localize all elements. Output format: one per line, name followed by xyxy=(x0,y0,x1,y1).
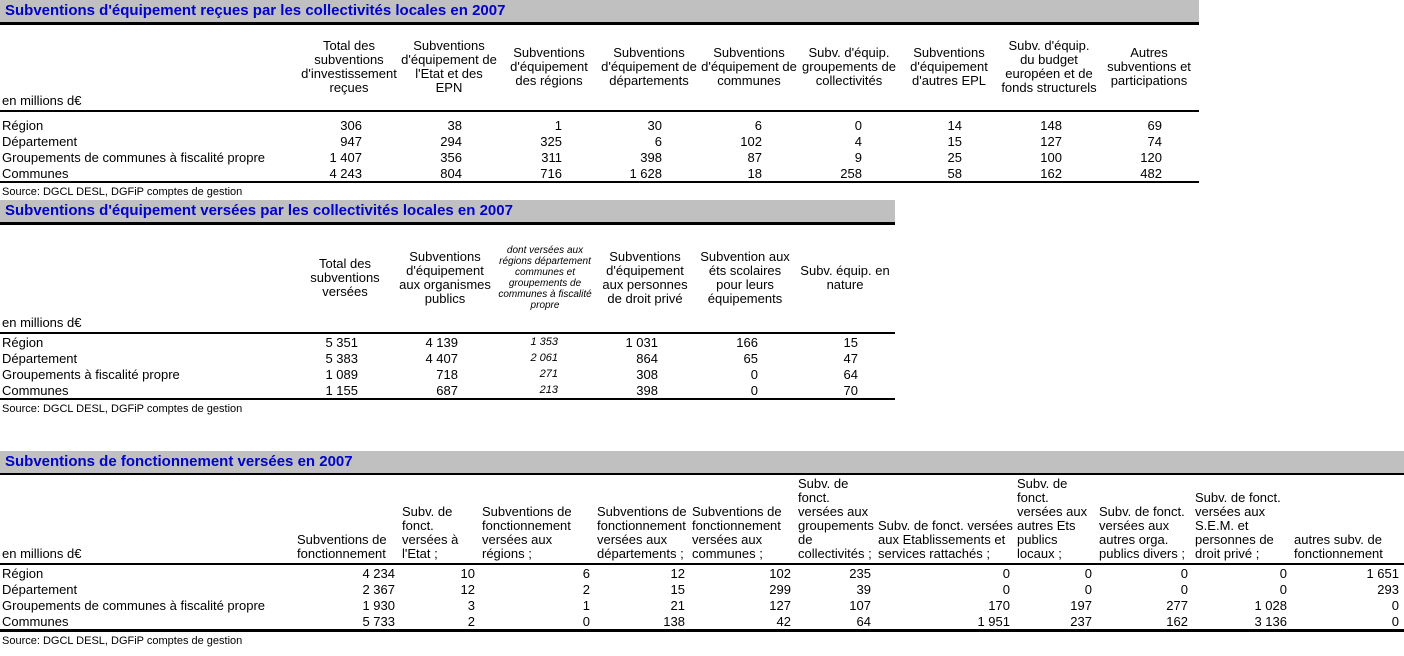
data-cell: 18 xyxy=(747,165,762,181)
data-cell: 5 733 xyxy=(362,613,395,629)
operating-subsidies-paid-section xyxy=(0,451,1404,649)
table-row xyxy=(0,597,1404,613)
column-header: Subv. d'équip. du budget européen et de fonds structurels xyxy=(1001,38,1097,95)
data-cell: 277 xyxy=(1166,597,1188,613)
row-label: Communes xyxy=(2,613,69,629)
data-cell: 21 xyxy=(670,597,685,613)
table-row xyxy=(0,613,1404,631)
column-header: Subv. de fonct. versées à l'Etat ; xyxy=(402,504,459,561)
data-cell: 1 xyxy=(582,597,590,613)
data-cell: 0 xyxy=(750,382,758,398)
table-row xyxy=(0,111,1199,133)
data-cell: 1 353 xyxy=(530,336,558,348)
unit-label: en millions d€ xyxy=(2,315,82,330)
data-cell: 271 xyxy=(539,368,558,380)
data-cell: 1 028 xyxy=(1254,597,1287,613)
data-cell: 1 xyxy=(554,117,562,133)
column-header: Autres subventions et participations xyxy=(1107,45,1191,88)
data-cell: 47 xyxy=(843,350,858,366)
data-cell: 127 xyxy=(1040,133,1062,149)
data-cell: 0 xyxy=(1279,565,1287,581)
data-cell: 1 031 xyxy=(625,334,658,350)
column-header: Total des subventions d'investissement reçues xyxy=(301,38,397,95)
row-label: Région xyxy=(2,565,44,581)
data-cell: 65 xyxy=(743,350,758,366)
data-cell: 5 351 xyxy=(325,334,358,350)
data-cell: 1 930 xyxy=(362,597,395,613)
data-cell: 311 xyxy=(541,149,562,165)
data-cell: 4 243 xyxy=(329,165,362,181)
data-cell: 30 xyxy=(647,117,662,133)
column-header: Subventions d'équipement des régions xyxy=(510,45,588,88)
data-cell: 127 xyxy=(769,597,791,613)
column-header: Subventions d'équipement aux organismes publics xyxy=(399,249,491,306)
data-cell: 213 xyxy=(539,384,558,396)
source-note-operating: Source: DGCL DESL, DGFiP comptes de gestion xyxy=(2,635,243,647)
column-header: Subv. de fonct. versées aux autres orga. publics divers ; xyxy=(1099,504,1185,561)
table-operating xyxy=(0,475,1404,632)
column-header: Subventions d'équipement de l'Etat et des EPN xyxy=(401,38,497,95)
data-cell: 1 089 xyxy=(325,366,358,382)
data-cell: 299 xyxy=(769,581,791,597)
data-cell: 5 383 xyxy=(325,350,358,366)
row-label: Groupements à fiscalité propre xyxy=(2,366,180,382)
data-cell: 0 xyxy=(1084,565,1092,581)
data-cell: 102 xyxy=(740,133,762,149)
data-cell: 293 xyxy=(1377,581,1399,597)
data-cell: 0 xyxy=(582,613,590,629)
row-label: Groupements de communes à fiscalité propre xyxy=(2,597,266,613)
data-cell: 12 xyxy=(460,581,475,597)
table-title-operating: Subventions de fonctionnement versées en 2007 xyxy=(0,451,1404,475)
data-cell: 864 xyxy=(636,350,658,366)
table-row xyxy=(0,564,1404,581)
data-cell: 197 xyxy=(1070,597,1092,613)
data-cell: 687 xyxy=(436,382,458,398)
table-row xyxy=(0,165,1199,182)
data-cell: 306 xyxy=(340,117,362,133)
data-cell: 2 367 xyxy=(362,581,395,597)
table-paid xyxy=(0,225,895,400)
data-cell: 0 xyxy=(1084,581,1092,597)
column-header: autres subv. de fonctionnement xyxy=(1294,532,1383,561)
data-cell: 6 xyxy=(754,117,762,133)
column-header: Subv. de fonct. versées aux S.E.M. et personnes de droit privé ; xyxy=(1195,490,1281,561)
data-cell: 1 407 xyxy=(329,149,362,165)
column-header: Subv. équip. en nature xyxy=(800,263,890,292)
data-cell: 15 xyxy=(947,133,962,149)
column-header: Subventions d'équipement d'autres EPL xyxy=(910,45,988,88)
column-header: Subventions de fonctionnement versées aux régions ; xyxy=(482,504,572,561)
data-table xyxy=(0,475,1404,632)
data-cell: 0 xyxy=(1391,597,1399,613)
data-cell: 237 xyxy=(1070,613,1092,629)
data-cell: 64 xyxy=(843,366,858,382)
data-cell: 6 xyxy=(654,133,662,149)
column-header: Subventions de fonctionnement versées aux communes ; xyxy=(692,504,782,561)
data-cell: 947 xyxy=(340,133,362,149)
unit-label: en millions d€ xyxy=(2,93,82,108)
table-title-paid: Subventions d'équipement versées par les collectivités locales en 2007 xyxy=(0,200,895,225)
column-header: Subventions d'équipement aux personnes de droit privé xyxy=(602,249,688,306)
column-header: Total des subventions versées xyxy=(310,256,380,299)
column-header: Subv. de fonct. versées aux Etablissements et services rattachés ; xyxy=(878,518,1013,561)
data-cell: 1 951 xyxy=(977,613,1010,629)
row-label: Département xyxy=(2,350,78,366)
data-cell: 235 xyxy=(849,565,871,581)
data-cell: 69 xyxy=(1147,117,1162,133)
data-cell: 2 xyxy=(467,613,475,629)
data-cell: 12 xyxy=(670,565,685,581)
data-cell: 1 155 xyxy=(325,382,358,398)
data-cell: 3 xyxy=(467,597,475,613)
data-cell: 2 xyxy=(582,581,590,597)
data-cell: 4 407 xyxy=(425,350,458,366)
data-cell: 162 xyxy=(1166,613,1188,629)
row-label: Communes xyxy=(2,165,69,181)
data-table xyxy=(0,225,895,400)
data-cell: 0 xyxy=(1391,613,1399,629)
data-cell: 38 xyxy=(447,117,462,133)
column-header: Subventions d'équipement de communes xyxy=(701,45,797,88)
table-row xyxy=(0,581,1404,597)
data-cell: 87 xyxy=(747,149,762,165)
column-header: Subventions de fonctionnement xyxy=(297,532,387,561)
data-table xyxy=(0,25,1199,183)
data-cell: 162 xyxy=(1040,165,1062,181)
data-cell: 325 xyxy=(540,133,562,149)
data-cell: 64 xyxy=(856,613,871,629)
source-note-paid: Source: DGCL DESL, DGFiP comptes de gestion xyxy=(2,403,243,415)
column-header: Subventions d'équipement de départements xyxy=(601,45,697,88)
data-cell: 0 xyxy=(1279,581,1287,597)
row-label: Communes xyxy=(2,382,69,398)
data-cell: 70 xyxy=(843,382,858,398)
data-cell: 138 xyxy=(663,613,685,629)
data-cell: 102 xyxy=(769,565,791,581)
column-header: Subvention aux éts scolaires pour leurs équipements xyxy=(700,249,790,306)
data-cell: 4 xyxy=(854,133,862,149)
data-cell: 718 xyxy=(436,366,458,382)
data-cell: 398 xyxy=(636,382,658,398)
table-title-received: Subventions d'équipement reçues par les collectivités locales en 2007 xyxy=(0,0,1199,25)
data-cell: 0 xyxy=(1180,565,1188,581)
data-cell: 0 xyxy=(750,366,758,382)
data-cell: 0 xyxy=(1002,581,1010,597)
data-cell: 716 xyxy=(540,165,562,181)
data-cell: 39 xyxy=(856,581,871,597)
row-label: Groupements de communes à fiscalité propre xyxy=(2,149,266,165)
table-row xyxy=(0,350,895,366)
column-header: Subv. d'équip. groupements de collectivités xyxy=(802,45,896,88)
equipment-subsidies-paid-section xyxy=(0,200,895,417)
data-cell: 398 xyxy=(640,149,662,165)
data-cell: 1 651 xyxy=(1366,565,1399,581)
column-header: Subv. de fonct. versées aux groupements de collectivités ; xyxy=(798,476,874,561)
source-note-received: Source: DGCL DESL, DGFiP comptes de gestion xyxy=(2,186,243,198)
data-cell: 107 xyxy=(849,597,871,613)
data-cell: 100 xyxy=(1040,149,1062,165)
unit-label: en millions d€ xyxy=(2,546,82,561)
data-cell: 294 xyxy=(440,133,462,149)
column-header: Subventions de fonctionnement versées aux départements ; xyxy=(597,504,687,561)
data-cell: 0 xyxy=(1180,581,1188,597)
data-cell: 4 139 xyxy=(425,334,458,350)
data-cell: 1 628 xyxy=(629,165,662,181)
data-cell: 15 xyxy=(670,581,685,597)
data-cell: 3 136 xyxy=(1254,613,1287,629)
data-cell: 166 xyxy=(736,334,758,350)
data-cell: 356 xyxy=(440,149,462,165)
row-label: Région xyxy=(2,334,44,350)
data-cell: 74 xyxy=(1147,133,1162,149)
data-cell: 15 xyxy=(843,334,858,350)
row-label: Département xyxy=(2,133,78,149)
row-label: Région xyxy=(2,117,44,133)
data-cell: 14 xyxy=(947,117,962,133)
equipment-subsidies-received-section xyxy=(0,0,1199,200)
data-cell: 58 xyxy=(947,165,962,181)
data-cell: 258 xyxy=(840,165,862,181)
table-row xyxy=(0,149,1199,165)
data-cell: 0 xyxy=(1002,565,1010,581)
data-cell: 308 xyxy=(636,366,658,382)
data-cell: 10 xyxy=(460,565,475,581)
data-cell: 4 234 xyxy=(362,565,395,581)
data-cell: 25 xyxy=(947,149,962,165)
row-label: Département xyxy=(2,581,78,597)
column-header: Subv. de fonct. versées aux autres Ets publics locaux ; xyxy=(1017,476,1088,561)
data-cell: 804 xyxy=(440,165,462,181)
table-row xyxy=(0,382,895,399)
table-row xyxy=(0,366,895,382)
data-cell: 120 xyxy=(1140,149,1162,165)
table-row xyxy=(0,333,895,350)
table-row xyxy=(0,133,1199,149)
data-cell: 0 xyxy=(854,117,862,133)
data-cell: 6 xyxy=(582,565,590,581)
data-cell: 2 061 xyxy=(530,352,558,364)
data-cell: 42 xyxy=(776,613,791,629)
data-cell: 482 xyxy=(1140,165,1162,181)
data-cell: 170 xyxy=(988,597,1010,613)
table-received xyxy=(0,25,1199,183)
data-cell: 148 xyxy=(1040,117,1062,133)
data-cell: 9 xyxy=(854,149,862,165)
column-header: dont versées aux régions département communes et groupements de communes à fiscalité propre xyxy=(498,245,592,311)
